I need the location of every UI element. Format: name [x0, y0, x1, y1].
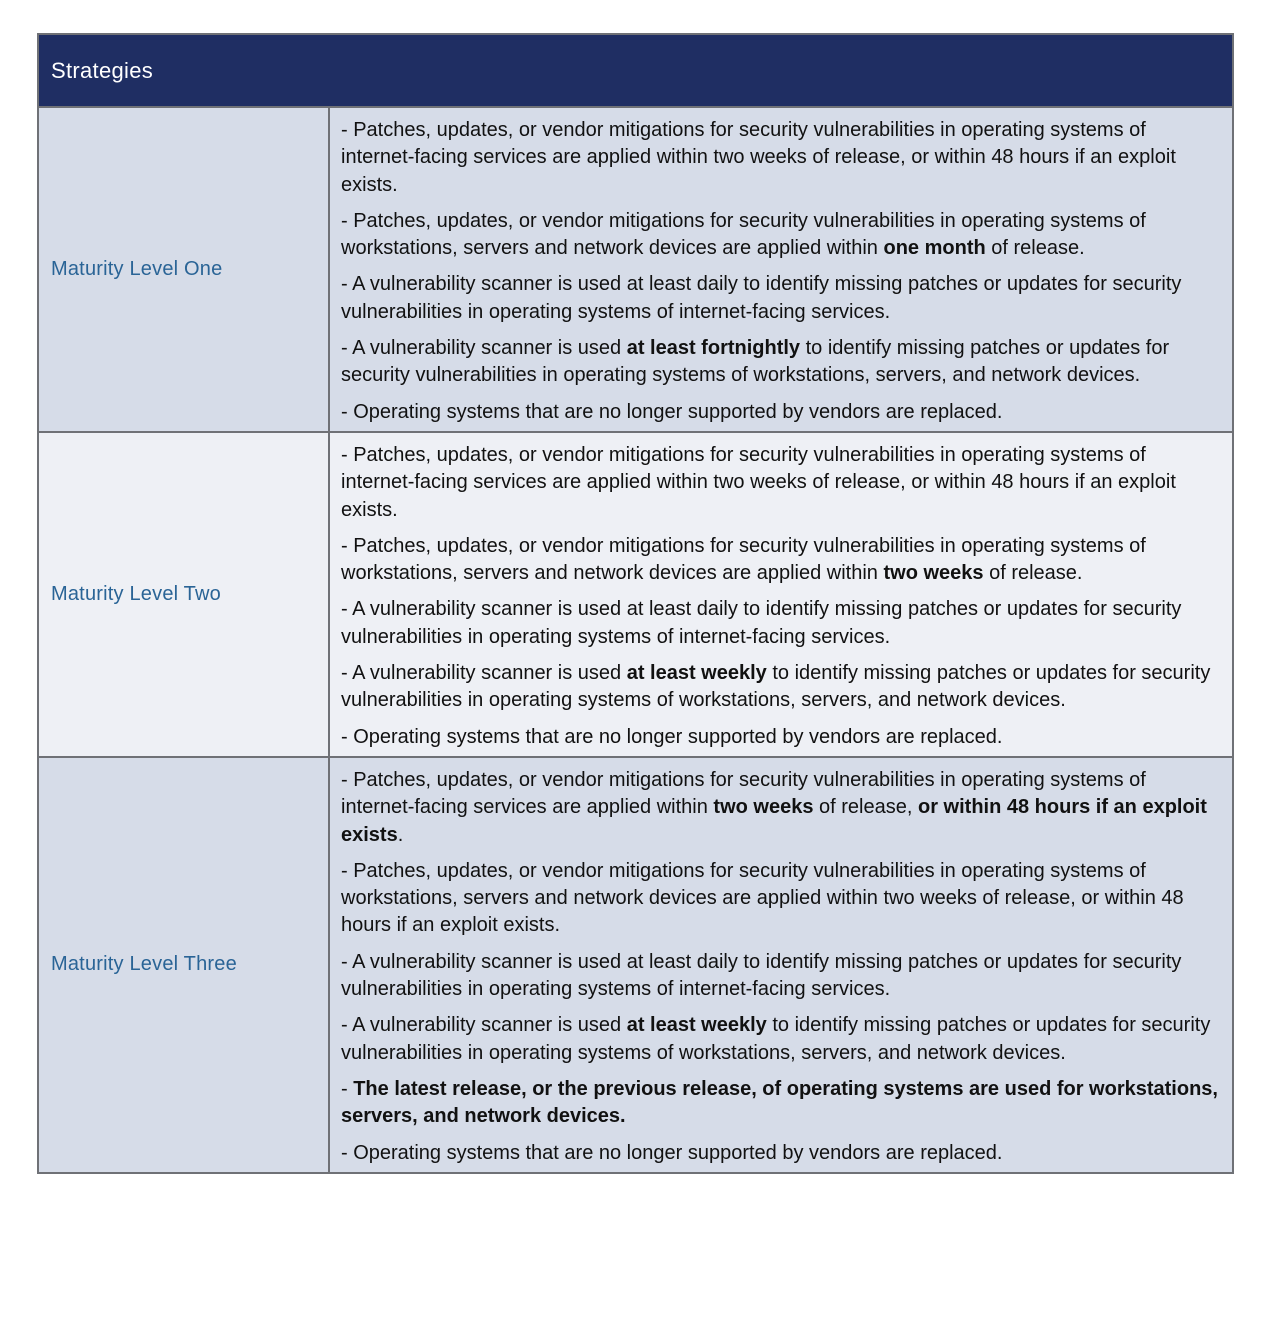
table-row-maturity-level-three: [39, 758, 1232, 1172]
requirements-cell: [330, 108, 1232, 431]
requirement-item: - Patches, updates, or vendor mitigations for security vulnerabilities in operating systems of workstations, servers and network devices are applied within two weeks of release.: [341, 534, 1146, 585]
requirement-item: - A vulnerability scanner is used at least daily to identify missing patches or updates for security vulnerabilities in operating systems of internet-facing services.: [341, 273, 1182, 323]
table-header-title: Strategies: [51, 57, 154, 83]
requirement-item: - Operating systems that are no longer supported by vendors are replaced.: [341, 400, 1003, 423]
maturity-level-label: Maturity Level Two: [51, 582, 221, 605]
requirement-item: - A vulnerability scanner is used at least daily to identify missing patches or updates for security vulnerabilities in operating systems of internet-facing services.: [341, 950, 1182, 1001]
requirement-item: - Patches, updates, or vendor mitigations for security vulnerabilities in operating systems of internet-facing services are applied within two weeks of release, or within 48 hours if an exploit exists.: [341, 119, 1176, 196]
table-header: [39, 35, 1232, 108]
level-cell: [39, 108, 330, 431]
maturity-level-label: Maturity Level One: [51, 257, 223, 280]
requirement-item: - Operating systems that are no longer supported by vendors are replaced.: [341, 725, 1003, 748]
requirement-item: - A vulnerability scanner is used at least daily to identify missing patches or updates for security vulnerabilities in operating systems of internet-facing services.: [341, 598, 1182, 648]
strategies-table: [37, 33, 1234, 1174]
requirement-item: - Patches, updates, or vendor mitigations for security vulnerabilities in operating systems of workstations, servers and network devices are applied within one month of release.: [341, 209, 1146, 260]
requirement-item: - A vulnerability scanner is used at least weekly to identify missing patches or updates for security vulnerabilities in operating systems of workstations, servers, and network devices.: [341, 662, 1211, 712]
requirement-item: - The latest release, or the previous release, of operating systems are used for workstations, servers, and network devices.: [341, 1077, 1218, 1128]
level-cell: [39, 758, 330, 1172]
maturity-level-label: Maturity Level Three: [51, 953, 237, 976]
requirement-item: - A vulnerability scanner is used at least weekly to identify missing patches or updates for security vulnerabilities in operating systems of workstations, servers, and network devices.: [341, 1014, 1211, 1064]
requirement-item: - Operating systems that are no longer supported by vendors are replaced.: [341, 1141, 1003, 1164]
requirements-cell: [330, 758, 1232, 1172]
table-row-maturity-level-two: [39, 433, 1232, 758]
table-row-maturity-level-one: [39, 108, 1232, 433]
requirement-item: - Patches, updates, or vendor mitigations for security vulnerabilities in operating systems of workstations, servers and network devices are applied within two weeks of release, or within 48 hours if an exploit exists.: [341, 859, 1184, 937]
requirements-cell: [330, 433, 1232, 756]
requirement-item: - A vulnerability scanner is used at least fortnightly to identify missing patches or updates for security vulnerabilities in operating systems of workstations, servers, and network devices.: [341, 337, 1170, 387]
requirement-item: - Patches, updates, or vendor mitigations for security vulnerabilities in operating systems of internet-facing services are applied within two weeks of release, or within 48 hours if an exploit exists.: [341, 768, 1207, 846]
requirement-item: - Patches, updates, or vendor mitigations for security vulnerabilities in operating systems of internet-facing services are applied within two weeks of release, or within 48 hours if an exploit exists.: [341, 443, 1176, 521]
level-cell: [39, 433, 330, 756]
